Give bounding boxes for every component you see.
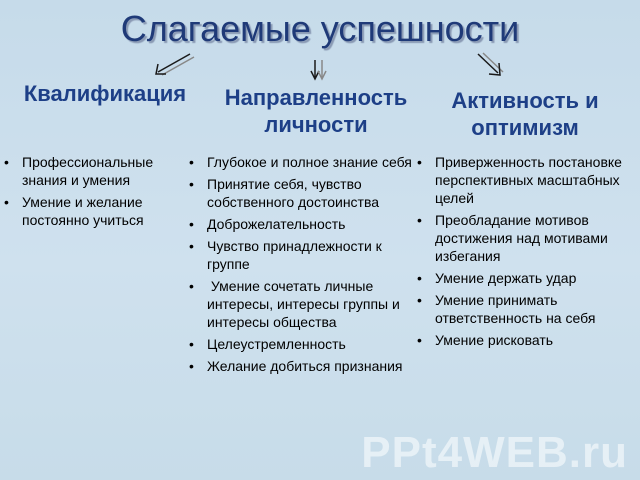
arrow-left-icon <box>156 54 194 75</box>
list-item: • Чувство принадлежности к группе <box>185 237 417 273</box>
column-heading-line: оптимизм <box>471 115 579 140</box>
watermark: PPt4WEB.ru <box>361 428 628 477</box>
column-qualification <box>0 153 190 233</box>
list-item: • Умение принимать ответственность на себя <box>413 291 635 327</box>
column-heading-line: Активность и <box>451 88 599 113</box>
list-item: • Целеустремленность <box>185 335 417 353</box>
list-item: • Доброжелательность <box>185 215 417 233</box>
list-item: • Умение рисковать <box>413 331 635 349</box>
arrows-group <box>0 0 640 90</box>
arrow-right-icon <box>478 53 503 75</box>
arrow-center-icon <box>311 60 326 79</box>
list-item: • Желание добиться признания <box>185 357 417 375</box>
list-item: • Умение держать удар <box>413 269 635 287</box>
list-item: • Преобладание мотивов достижения над мотивами избегания <box>413 211 635 265</box>
column-heading-line: личности <box>264 112 368 137</box>
column-heading-personality <box>205 84 427 138</box>
page-title: Слагаемые успешности <box>120 8 520 49</box>
column-heading-line: Направленность <box>224 85 408 110</box>
column-activity <box>413 153 635 353</box>
column-personality <box>185 153 417 379</box>
column-heading-qualification: Квалификация <box>23 81 187 106</box>
list-item: • Профессиональные знания и умения <box>0 153 190 189</box>
column-heading-activity <box>430 87 620 141</box>
list-item: • Глубокое и полное знание себя <box>185 153 417 171</box>
list-item: • Приверженность постановке перспективных масштабных целей <box>413 153 635 207</box>
list-item: • Принятие себя, чувство собственного достоинства <box>185 175 417 211</box>
list-item: • Умение сочетать личные интересы, интересы группы и интересы общества <box>185 277 417 331</box>
list-item: • Умение и желание постоянно учиться <box>0 193 190 229</box>
